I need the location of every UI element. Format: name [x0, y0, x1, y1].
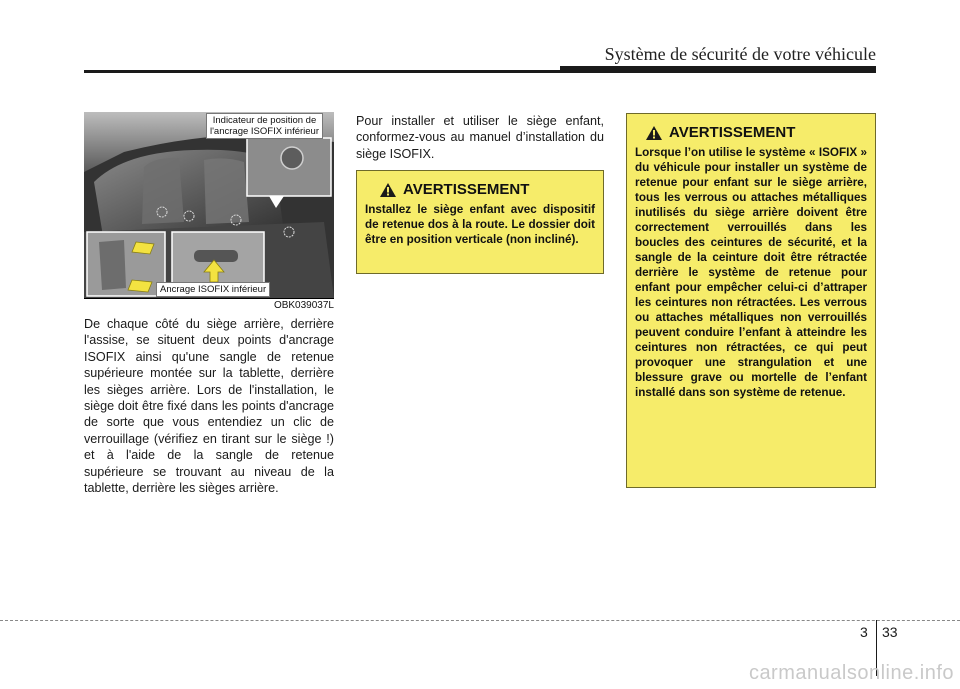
- warning-text: Lorsque l’on utilise le système « ISOFIX » du véhicule pour installer un système de retenue pour enfant sur le siège arrière, tous les verrous ou attaches métalliques inutilisés du siège arrière doivent être correctement verrouillés dans les boucles des ceintures de sécurité, et la sangle de la ceinture doit être rétractée derrière le système de retenue pour enfant pour empêcher celui-ci d’attraper les ceintures non rétractées. Les verrous ou attaches métalliques non verrouillés peuvent conduire l’enfant à atteindre les ceintures non rétractées, ce qui peut provoquer une strangulation et une blessure grave ou mortelle de l’enfant installé dans son système de retenue.: [635, 146, 867, 399]
- warning-text: Installez le siège enfant avec dispositif de retenue dos à la route. Le dossier doit être en position verticale (non incliné).: [365, 203, 595, 246]
- rear-seat-drawing: [84, 112, 334, 298]
- page-number: 33: [882, 624, 898, 640]
- warning-header: [645, 124, 867, 141]
- header-rule-accent: [560, 66, 876, 72]
- figure-label-position-indicator: Indicateur de position de l'ancrage ISOFIX inférieur: [206, 113, 323, 139]
- body-paragraph-install: Pour installer et utiliser le siège enfant, conformez-vous au manuel d’installation du siège ISOFIX.: [356, 114, 604, 161]
- warning-title: AVERTISSEMENT: [403, 181, 530, 198]
- warning-triangle-icon: [645, 125, 663, 141]
- warning-title: AVERTISSEMENT: [669, 124, 796, 141]
- figure-label-lower-anchor: Ancrage ISOFIX inférieur: [156, 282, 270, 297]
- footer-dashed-rule: [0, 620, 960, 621]
- chapter-number: 3: [860, 624, 868, 640]
- watermark-text: carmanualsonline.info: [748, 662, 954, 684]
- warning-header: [379, 181, 595, 198]
- warning-triangle-icon: [379, 182, 397, 198]
- warning-box-rear-facing: [356, 170, 604, 274]
- running-header-title: Système de sécurité de votre véhicule: [604, 44, 876, 64]
- isofix-illustration: [84, 112, 334, 298]
- figure-code: OBK039037L: [84, 298, 334, 313]
- body-paragraph-anchors: De chaque côté du siège arrière, derrière l'assise, se situent deux points d'ancrage ISOFIX ainsi qu'une sangle de retenue supérieure montée sur la tablette, derrière les sièges arrière. Lors de l'installation, le siège doit être fixé dans les points d'ancrage de sorte que vous entendiez un clic de verrouillage (vérifiez en tirant sur le siège !) et à l'aide de la sangle de retenue supérieure se trouvant au niveau de la tablette, derrière les sièges arrière.: [84, 317, 334, 496]
- warning-box-unused-latches: [626, 113, 876, 488]
